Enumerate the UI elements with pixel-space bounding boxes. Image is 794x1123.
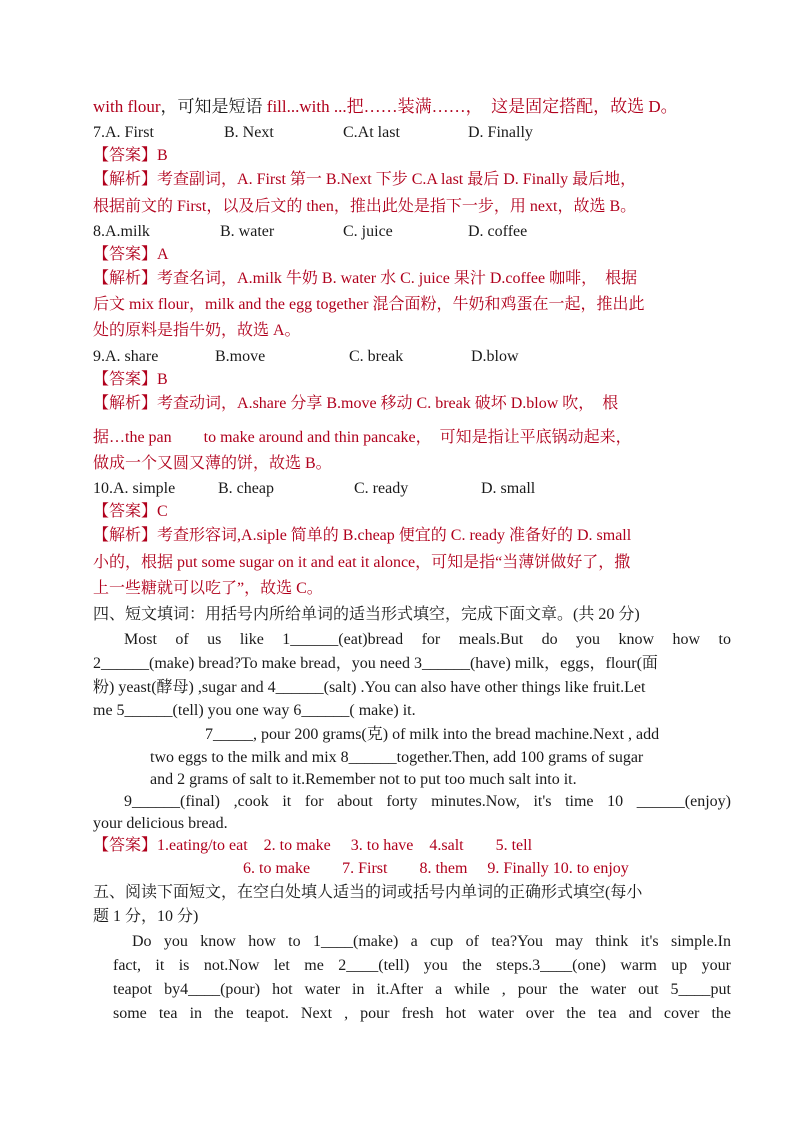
analysis-continuation-line: with flour，可知是短语 fill...with ...把……装满……， 这是固定搭配，故选 D。 [93, 97, 678, 116]
question-9-analysis-line2: 据…the pan to make around and thin pancake， 可知是指让平底锅动起来， [93, 429, 632, 446]
question-9-answer: 【答案】B [93, 371, 168, 388]
section-5-line: fact, it is not.Now let me 2____(tell) you the steps.3____(one) warm up your [113, 957, 731, 974]
question-7-answer: 【答案】B [93, 147, 168, 164]
section-4-line: me 5______(tell) you one way 6______( make) it. [93, 702, 416, 719]
section-4-line: 9______(final) ,cook it for about forty minutes.Now, it's time 10 ______(enjoy) [124, 793, 731, 810]
section-5-line: Do you know how to 1____(make) a cup of tea?You may think it's simple.In [132, 933, 731, 950]
section-4-line: 2______(make) bread?To make bread，you need 3______(have) milk，eggs，flour(面 [93, 655, 658, 672]
document-page: with flour，可知是短语 fill...with ...把……装满……， 这是固定搭配，故选 D。 7.A. First B. Next C.At last D. Finally 【答案】B 【解析】考查副词，A. First 第一 B.Next 下步 C.A last 最后 D. Finally 最后地， 根据前文的 First，以及后文的 then，推出此处是指下一步，用 next，故选 B。 8.A.milk B. water C. juice D. coffee 【答案】A 【解析】考查名词，A.milk 牛奶 B. water 水 C. juice 果汁 D.coffee 咖啡， 根据 后文 mix flour，milk and the egg together 混合面粉，牛奶和鸡蛋在一起，推出此 处的原料是指牛奶，故选 A。 9.A. share B.move C. break D.blow 【答案】B 【解析】考查动词，A.share 分享 B.move 移动 C. break 破坏 D.blow 吹， 根 据…the pan to make around and thin pancake， 可知是指让平底锅动起来， 做成一个又圆又薄的饼，故选 B。 10.A. simple B. cheap C. ready D. small 【答案】C 【解析】考查形容词,A.siple 简单的 B.cheap 便宜的 C. ready 准备好的 D. small 小的，根据 put some sugar on it and eat it alonce，可知是指“当薄饼做好了，撒 上一些糖就可以吃了”，故选 C。 四、短文填词：用括号内所给单词的适当形式填空，完成下面文章。(共 20 分) Most of us like 1______(eat)bread for meals.But do you know how to 2______(make) bread?To make bread，you need 3______(have) milk，eggs，flour(面 粉) yeast(酵母) ,sugar and 4______(salt) .You can also have other things like fruit.Let me 5______(tell) you one way 6______( make) it. 7_____, pour 200 grams(克) of milk into the bread machine.Next , add two eggs to the milk and mix 8______together.Then, add 100 grams of sugar and 2 grams of salt to it.Remember not to put too much salt into it. 9______(final) ,cook it for about forty minutes.Now, it's time 10 ______(enjoy) your delicious bread. 【答案】1.eating/to eat 2. to make 3. to have 4.salt 5. tell 6. to make 7. First 8. them 9. Finally 10. to enjoy 五、阅读下面短文，在空白处填人适当的词或括号内单词的正确形式填空(每小 题 1 分，10 分) Do you know how to 1____(make) a cup of tea?You may think it's simple.In fact, it is not.Now let me 2____(tell) you the steps.3____(one) warm up your teapot by4____(pour) hot water in it.After a while , pour the water out 5____put some tea in the teapot. Next , pour fresh hot water over the tea and cover the [93, 97, 731, 1022]
question-10-analysis: 【解析】考查形容词,A.siple 简单的 B.cheap 便宜的 C. ready 准备好的 D. small [93, 527, 632, 544]
question-7-analysis: 【解析】考查副词，A. First 第一 B.Next 下步 C.A last 最后 D. Finally 最后地， [93, 171, 637, 188]
section-5-title: 五、阅读下面短文，在空白处填人适当的词或括号内单词的正确形式填空(每小 [93, 884, 643, 901]
question-9-analysis: 【解析】考查动词，A.share 分享 B.move 移动 C. break 破坏 D.blow 吹， 根 [93, 395, 619, 412]
section-4-line: 粉) yeast(酵母) ,sugar and 4______(salt) .You can also have other things like fruit.Let [93, 679, 646, 696]
question-10-analysis-line3: 上一些糖就可以吃了”，故选 C。 [93, 580, 323, 597]
question-8-analysis-line3: 处的原料是指牛奶，故选 A。 [93, 322, 301, 339]
section-4-answers-line2: 6. to make 7. First 8. them 9. Finally 10. to enjoy [243, 860, 629, 877]
question-10-answer: 【答案】C [93, 503, 168, 520]
section-4-line: Most of us like 1______(eat)bread for meals.But do you know how to [124, 631, 731, 648]
question-9-analysis-line3: 做成一个又圆又薄的饼，故选 B。 [93, 455, 332, 472]
question-8-answer: 【答案】A [93, 246, 169, 263]
section-4-title: 四、短文填词：用括号内所给单词的适当形式填空，完成下面文章。(共 20 分) [93, 606, 640, 623]
section-4-line: and 2 grams of salt to it.Remember not to put too much salt into it. [150, 771, 577, 788]
phrase-red: with flour [93, 97, 161, 116]
question-10-analysis-line2: 小的，根据 put some sugar on it and eat it alonce，可知是指“当薄饼做好了，撒 [93, 554, 631, 571]
section-4-answers: 【答案】1.eating/to eat 2. to make 3. to have 4.salt 5. tell [93, 837, 533, 854]
section-5-title-line2: 题 1 分，10 分) [93, 908, 199, 925]
question-8-analysis: 【解析】考查名词，A.milk 牛奶 B. water 水 C. juice 果汁 D.coffee 咖啡， 根据 [93, 270, 638, 287]
section-5-line: teapot by4____(pour) hot water in it.After a while , pour the water out 5____put [113, 981, 731, 998]
question-8-analysis-line2: 后文 mix flour，milk and the egg together 混合面粉，牛奶和鸡蛋在一起，推出此 [93, 296, 645, 313]
phrase-red: fill...with ... [266, 97, 347, 116]
section-5-line: some tea in the teapot. Next , pour fresh hot water over the tea and cover the [113, 1005, 731, 1022]
section-4-line: your delicious bread. [93, 815, 228, 832]
question-7-analysis-line2: 根据前文的 First，以及后文的 then，推出此处是指下一步，用 next，故选 B。 [93, 198, 637, 215]
section-4-line: two eggs to the milk and mix 8______together.Then, add 100 grams of sugar [150, 749, 644, 766]
section-4-line: 7_____, pour 200 grams(克) of milk into the bread machine.Next , add [205, 726, 660, 743]
